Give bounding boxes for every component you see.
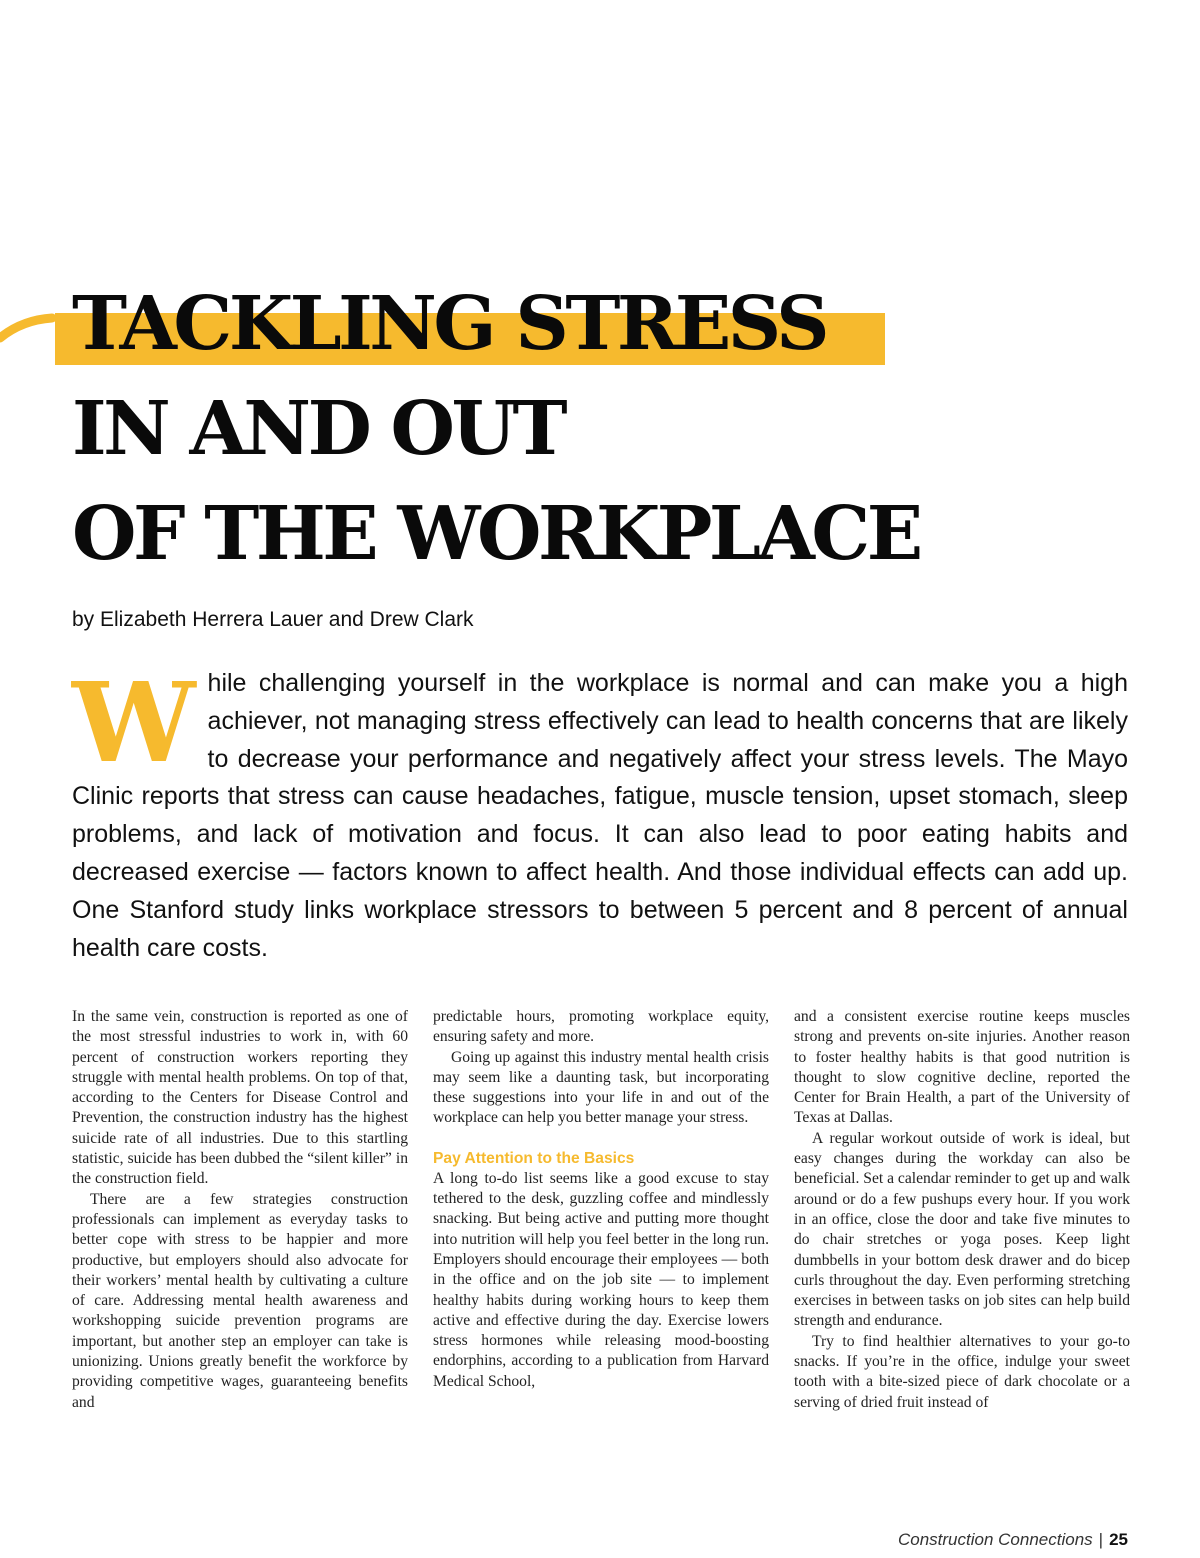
body-paragraph: In the same vein, construction is reported as one of the most stressful industries to work in, with 60 percent of construction workers reporting they struggle with mental health problems. On top of that, according to the Centers for Disease Control and Prevention, the construction industry has the highest suicide rate of all industries. Due to this startling statistic, suicide has been dubbed the “silent killer” in the construction field. bbox=[72, 1008, 408, 1188]
headline-line-2: IN AND OUT bbox=[72, 386, 565, 472]
body-column-2 bbox=[433, 1007, 769, 1392]
lede-text: hile challenging yourself in the workplace is normal and can make you a high achiever, not managing stress effectively can lead to health concerns that are likely to decrease your performance and negatively affect your stress levels. The Mayo Clinic reports that stress can cause headaches, fatigue, muscle tension, upset stomach, sleep problems, and lack of motivation and focus. It can also lead to poor eating habits and decreased exercise — factors known to affect health. And those individual effects can add up. One Stanford study links workplace stressors to between 5 percent and 8 percent of annual health care costs. bbox=[72, 669, 1128, 962]
byline: by Elizabeth Herrera Lauer and Drew Clark bbox=[72, 608, 474, 631]
body-paragraph: A long to-do list seems like a good excuse to stay tethered to the desk, guzzling coffee and mindlessly snacking. But being active and putting more thought into nutrition will help you feel better in the long run. Employers should encourage their employees — both in the office and on the job site — to implement healthy habits during working hours to keep them active and effective during the day. Exercise lowers stress hormones while releasing mood-boosting endorphins, according to a publication from Harvard Medical School, bbox=[433, 1169, 769, 1390]
body-paragraph: There are a few strategies construction professionals can implement as everyday tasks to better cope with stress to be happier and more productive, but employers should also advocate for their workers’ mental health by cultivating a culture of care. Addressing mental health awareness and workshopping suicide prevention programs are important, but another step an employer can take is unionizing. Unions greatly benefit the workforce by providing competitive wages, guaranteeing benefits and bbox=[72, 1190, 408, 1411]
body-paragraph: predictable hours, promoting workplace equity, ensuring safety and more. bbox=[433, 1008, 769, 1046]
drop-cap: W bbox=[72, 658, 192, 787]
page-number: 25 bbox=[1109, 1530, 1128, 1549]
body-column-1 bbox=[72, 1007, 408, 1413]
lede-paragraph bbox=[72, 658, 1128, 967]
page-footer bbox=[898, 1530, 1128, 1550]
body-paragraph: A regular workout outside of work is ideal, but easy changes during the workday can also be beneficial. Set a calendar reminder to get up and walk around or do a few pushups every hour. If you work in an office, close the door and take five minutes to do chair stretches or yoga poses. Keep light dumbbells in your bottom desk drawer and do bicep curls throughout the day. Even performing stretching exercises in between tasks on job sites can help build strength and endurance. bbox=[794, 1129, 1130, 1330]
footer-separator: | bbox=[1098, 1530, 1104, 1549]
body-paragraph: Going up against this industry mental health crisis may seem like a daunting task, but incorporating these suggestions into your life in and out of the workplace can help you better manage your stress. bbox=[433, 1048, 769, 1127]
headline-line-3: OF THE WORKPLACE bbox=[72, 491, 920, 577]
accent-swoosh-graphic bbox=[0, 300, 60, 350]
section-subhead: Pay Attention to the Basics bbox=[433, 1149, 635, 1167]
body-paragraph: Try to find healthier alternatives to your go-to snacks. If you’re in the office, indulge your sweet tooth with a bite-sized piece of dark chocolate or a serving of dried fruit instead of bbox=[794, 1332, 1130, 1411]
publication-name: Construction Connections bbox=[897, 1530, 1093, 1549]
headline-line-1: TACKLING STRESS bbox=[72, 281, 827, 367]
body-column-3 bbox=[794, 1007, 1130, 1413]
body-paragraph: and a consistent exercise routine keeps muscles strong and prevents on-site injuries. Another reason to foster healthy habits is that good nutrition is thought to slow cognitive decline, reported the Center for Brain Health, a part of the University of Texas at Dallas. bbox=[794, 1008, 1130, 1127]
